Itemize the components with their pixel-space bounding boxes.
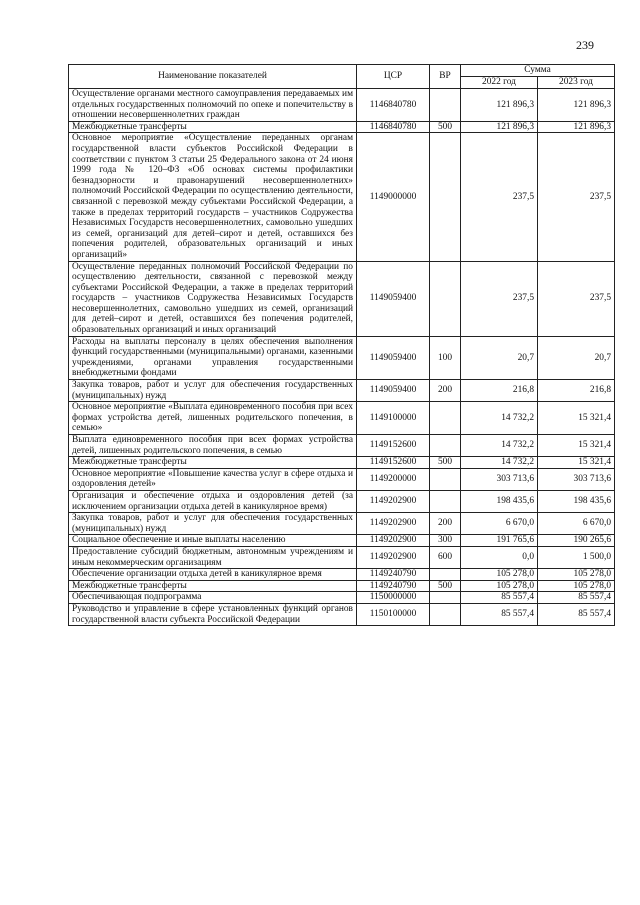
row-csr: 1149059400 — [357, 261, 430, 336]
row-vr: 600 — [430, 546, 461, 568]
row-sum-2022: 237,5 — [461, 133, 538, 261]
row-vr: 200 — [430, 380, 461, 402]
page-number: 239 — [576, 38, 594, 52]
row-sum-2022: 237,5 — [461, 261, 538, 336]
header-name: Наименование показателей — [69, 65, 357, 89]
row-csr: 1150000000 — [357, 592, 430, 604]
row-vr — [430, 435, 461, 457]
row-name: Закупка товаров, работ и услуг для обеспечения государственных (муниципальных) нужд — [69, 513, 357, 535]
table-header — [69, 65, 615, 89]
row-sum-2022: 216,8 — [461, 380, 538, 402]
header-year-2023: 2023 год — [538, 77, 615, 89]
row-sum-2022: 6 670,0 — [461, 513, 538, 535]
table-row — [69, 603, 615, 625]
row-sum-2023: 198 435,6 — [538, 490, 615, 512]
row-vr — [430, 402, 461, 435]
row-name: Основное мероприятие «Осуществление переданных органам государственной власти субъектов Российской Федерации в соответствии с пунктом 3 статьи 25 Федерального закона от 24 июня 1999 года № 120–ФЗ «Об основах системы профилактики безнадзорности и правонарушений несовершеннолетних» полномочий Российской Федерации по осуществлению деятельности, связанной с перевозкой между субъектами Российской Федерации, а также в пределах территорий государств – участников Содружества Независимых Государств несовершеннолетних, самовольно ушедших из семей, организаций для детей–сирот и детей, оставшихся без попечения родителей, образовательных организаций и иных организаций» — [69, 133, 357, 261]
row-sum-2023: 190 265,6 — [538, 535, 615, 547]
row-name: Обеспечение организации отдыха детей в каникулярное время — [69, 569, 357, 581]
row-sum-2022: 0,0 — [461, 546, 538, 568]
row-vr — [430, 603, 461, 625]
header-vr: ВР — [430, 65, 461, 89]
row-sum-2022: 198 435,6 — [461, 490, 538, 512]
row-csr: 1149240790 — [357, 580, 430, 592]
row-vr — [430, 490, 461, 512]
row-vr — [430, 89, 461, 122]
row-sum-2022: 85 557,4 — [461, 603, 538, 625]
row-name: Выплата единовременного пособия при всех формах устройства детей, лишенных родительского попечения, в семью — [69, 435, 357, 457]
row-vr: 500 — [430, 457, 461, 469]
row-csr: 1149202900 — [357, 535, 430, 547]
row-sum-2023: 6 670,0 — [538, 513, 615, 535]
table-row — [69, 592, 615, 604]
row-name: Межбюджетные трансферты — [69, 580, 357, 592]
row-csr: 1149100000 — [357, 402, 430, 435]
row-sum-2023: 15 321,4 — [538, 457, 615, 469]
row-sum-2023: 1 500,0 — [538, 546, 615, 568]
row-sum-2023: 15 321,4 — [538, 402, 615, 435]
row-name: Закупка товаров, работ и услуг для обеспечения государственных (муниципальных) нужд — [69, 380, 357, 402]
row-name: Расходы на выплаты персоналу в целях обеспечения выполнения функций государственными (муниципальными) органами, казенными учреждениями, органами управления государственными внебюджетными фондами — [69, 336, 357, 379]
table-row — [69, 89, 615, 122]
table-row — [69, 580, 615, 592]
header-sum: Сумма — [461, 65, 615, 77]
row-name: Руководство и управление в сфере установленных функций органов государственной власти субъекта Российской Федерации — [69, 603, 357, 625]
table-row — [69, 457, 615, 469]
row-sum-2022: 105 278,0 — [461, 580, 538, 592]
row-name: Организация и обеспечение отдыха и оздоровления детей (за исключением организации отдыха детей в каникулярное время) — [69, 490, 357, 512]
row-csr: 1149202900 — [357, 513, 430, 535]
header-year-2022: 2022 год — [461, 77, 538, 89]
row-sum-2023: 121 896,3 — [538, 121, 615, 133]
row-csr: 1149000000 — [357, 133, 430, 261]
row-sum-2023: 216,8 — [538, 380, 615, 402]
row-vr: 500 — [430, 121, 461, 133]
row-name: Осуществление переданных полномочий Российской Федерации по осуществлению деятельности, связанной с перевозкой между субъектами Российской Федерации, а также в пределах территорий государств – участников Содружества Независимых Государств несовершеннолетних, самовольно ушедших из семей, организаций для детей–сирот и детей, оставшихся без попечения родителей, образовательных организаций и иных организаций — [69, 261, 357, 336]
table-row — [69, 490, 615, 512]
table-row — [69, 133, 615, 261]
row-name: Межбюджетные трансферты — [69, 457, 357, 469]
row-sum-2023: 85 557,4 — [538, 603, 615, 625]
table-row — [69, 336, 615, 379]
row-vr: 500 — [430, 580, 461, 592]
row-vr — [430, 592, 461, 604]
table-row — [69, 435, 615, 457]
row-csr: 1146840780 — [357, 121, 430, 133]
row-name: Основное мероприятие «Выплата единовременного пособия при всех формах устройства детей, лишенных родительского попечения, в семью» — [69, 402, 357, 435]
row-name: Обеспечивающая подпрограмма — [69, 592, 357, 604]
row-vr — [430, 468, 461, 490]
table-row — [69, 402, 615, 435]
row-sum-2023: 85 557,4 — [538, 592, 615, 604]
row-vr: 100 — [430, 336, 461, 379]
row-sum-2022: 14 732,2 — [461, 457, 538, 469]
table-row — [69, 261, 615, 336]
table-row — [69, 380, 615, 402]
row-sum-2023: 105 278,0 — [538, 580, 615, 592]
row-csr: 1150100000 — [357, 603, 430, 625]
table-row — [69, 569, 615, 581]
row-name: Предоставление субсидий бюджетным, автономным учреждениям и иным некоммерческим организациям — [69, 546, 357, 568]
row-csr: 1149200000 — [357, 468, 430, 490]
row-sum-2022: 85 557,4 — [461, 592, 538, 604]
row-sum-2022: 20,7 — [461, 336, 538, 379]
row-sum-2022: 14 732,2 — [461, 435, 538, 457]
row-sum-2022: 303 713,6 — [461, 468, 538, 490]
budget-table — [68, 64, 615, 626]
row-name: Основное мероприятие «Повышение качества услуг в сфере отдыха и оздоровления детей» — [69, 468, 357, 490]
row-vr — [430, 133, 461, 261]
header-csr: ЦСР — [357, 65, 430, 89]
row-csr: 1149240790 — [357, 569, 430, 581]
row-csr: 1149059400 — [357, 336, 430, 379]
row-sum-2023: 20,7 — [538, 336, 615, 379]
row-csr: 1149202900 — [357, 490, 430, 512]
row-sum-2023: 303 713,6 — [538, 468, 615, 490]
row-sum-2023: 15 321,4 — [538, 435, 615, 457]
row-sum-2023: 105 278,0 — [538, 569, 615, 581]
table-row — [69, 535, 615, 547]
row-sum-2023: 121 896,3 — [538, 89, 615, 122]
table-row — [69, 513, 615, 535]
row-sum-2022: 105 278,0 — [461, 569, 538, 581]
table-row — [69, 121, 615, 133]
row-vr: 200 — [430, 513, 461, 535]
row-csr: 1149202900 — [357, 546, 430, 568]
row-name: Социальное обеспечение и иные выплаты населению — [69, 535, 357, 547]
row-csr: 1149152600 — [357, 457, 430, 469]
row-sum-2022: 121 896,3 — [461, 89, 538, 122]
table-row — [69, 468, 615, 490]
row-name: Межбюджетные трансферты — [69, 121, 357, 133]
row-sum-2023: 237,5 — [538, 133, 615, 261]
row-sum-2022: 121 896,3 — [461, 121, 538, 133]
row-csr: 1149059400 — [357, 380, 430, 402]
table-row — [69, 546, 615, 568]
row-vr — [430, 261, 461, 336]
row-vr: 300 — [430, 535, 461, 547]
row-vr — [430, 569, 461, 581]
row-sum-2022: 191 765,6 — [461, 535, 538, 547]
row-sum-2023: 237,5 — [538, 261, 615, 336]
row-csr: 1149152600 — [357, 435, 430, 457]
row-csr: 1146840780 — [357, 89, 430, 122]
row-name: Осуществление органами местного самоуправления передаваемых им отдельных государственных полномочий по опеке и попечительству в отношении несовершеннолетних граждан — [69, 89, 357, 122]
row-sum-2022: 14 732,2 — [461, 402, 538, 435]
